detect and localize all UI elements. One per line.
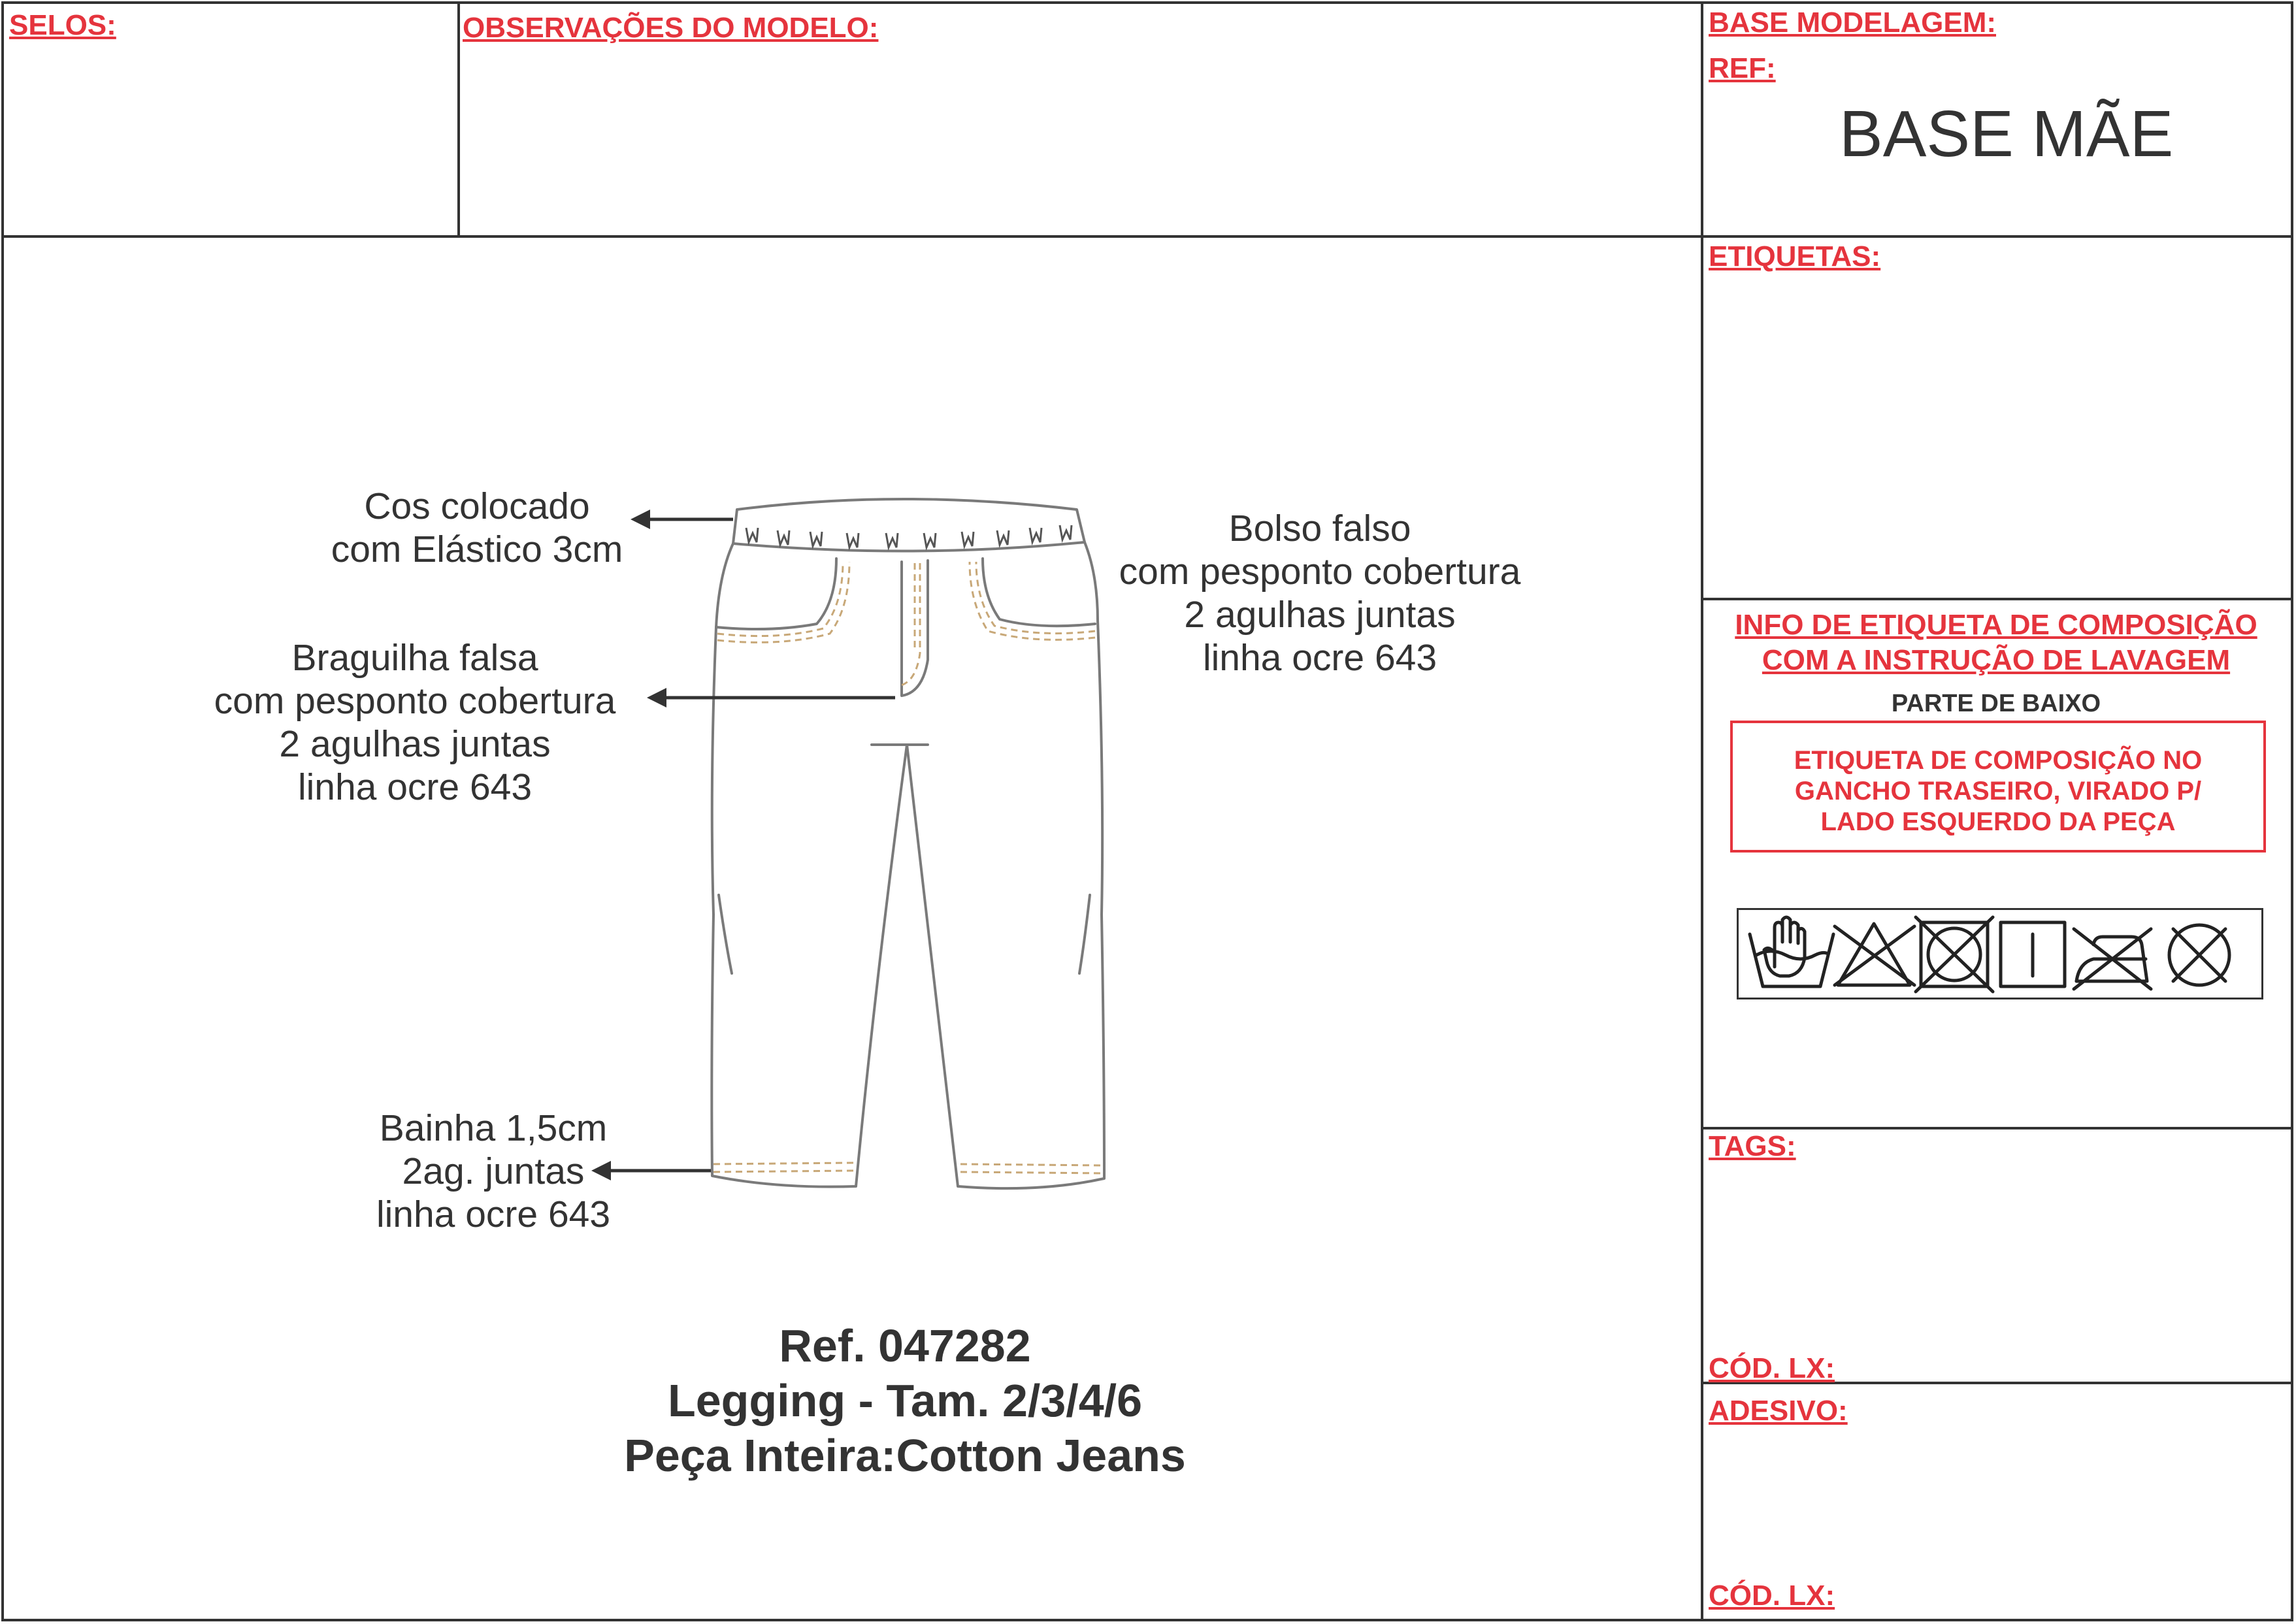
ref-label: REF: [1709, 52, 1776, 84]
product-material: Peça Inteira:Cotton Jeans [624, 1430, 1186, 1481]
cod-lx-label-2: CÓD. LX: [1709, 1580, 1835, 1612]
braguilha-line4: linha ocre 643 [297, 766, 533, 808]
braguilha-line3: 2 agulhas juntas [279, 723, 551, 765]
composition-box [1730, 721, 2266, 853]
tags-divider [1702, 1127, 2293, 1129]
braguilha-line1: Braguilha falsa [291, 637, 538, 679]
observacoes-label: OBSERVAÇÕES DO MODELO: [463, 12, 879, 44]
base-modelagem-label: BASE MODELAGEM: [1709, 7, 1996, 39]
line-dry-icon [2001, 922, 2065, 986]
cos-line2: com Elástico 3cm [331, 528, 623, 570]
info-title-line1: INFO DE ETIQUETA DE COMPOSIÇÃO [1735, 609, 2257, 641]
bainha-line2: 2ag. juntas [402, 1150, 585, 1192]
sidebar-divider [1701, 3, 1703, 1621]
etiquetas-label: ETIQUETAS: [1709, 240, 1881, 272]
etiquetas-divider [1702, 598, 2293, 600]
cod-lx-label-1: CÓD. LX: [1709, 1352, 1835, 1384]
product-ref: Ref. 047282 [779, 1320, 1031, 1371]
bolso-annotation [1098, 507, 1542, 679]
tags-label: TAGS: [1709, 1130, 1796, 1162]
care-symbols-box [1737, 908, 2263, 999]
bainha-line1: Bainha 1,5cm [379, 1107, 608, 1149]
info-title-line2: COM A INSTRUÇÃO DE LAVAGEM [1762, 644, 2231, 676]
no-tumble-dry-icon [1916, 917, 1993, 992]
base-value: BASE MÃE [1839, 97, 2174, 171]
bainha-annotation [350, 1107, 637, 1236]
adesivo-label: ADESIVO: [1709, 1395, 1848, 1427]
composition-line3: LADO ESQUERDO DA PEÇA [1820, 807, 2176, 836]
composition-line1: ETIQUETA DE COMPOSIÇÃO NO [1794, 746, 2203, 775]
product-name: Legging - Tam. 2/3/4/6 [667, 1375, 1143, 1426]
bolso-line3: 2 agulhas juntas [1184, 594, 1456, 636]
bolso-line2: com pesponto cobertura [1119, 551, 1521, 593]
bolso-line1: Bolso falso [1228, 508, 1411, 549]
bolso-line4: linha ocre 643 [1202, 637, 1437, 679]
parte-label: PARTE DE BAIXO [1891, 690, 2101, 717]
selos-label: SELOS: [9, 9, 116, 41]
hand-wash-icon [1750, 917, 1833, 986]
no-bleach-icon [1835, 924, 1914, 985]
braguilha-line2: com pesponto cobertura [214, 680, 616, 722]
no-iron-icon [2074, 929, 2151, 989]
braguilha-annotation [196, 636, 634, 809]
cos-annotation [320, 485, 634, 571]
bainha-line3: linha ocre 643 [376, 1194, 611, 1235]
cos-line1: Cos colocado [364, 485, 590, 527]
composition-line2: GANCHO TRASEIRO, VIRADO P/ [1794, 777, 2202, 805]
no-dry-clean-icon [2169, 925, 2229, 985]
